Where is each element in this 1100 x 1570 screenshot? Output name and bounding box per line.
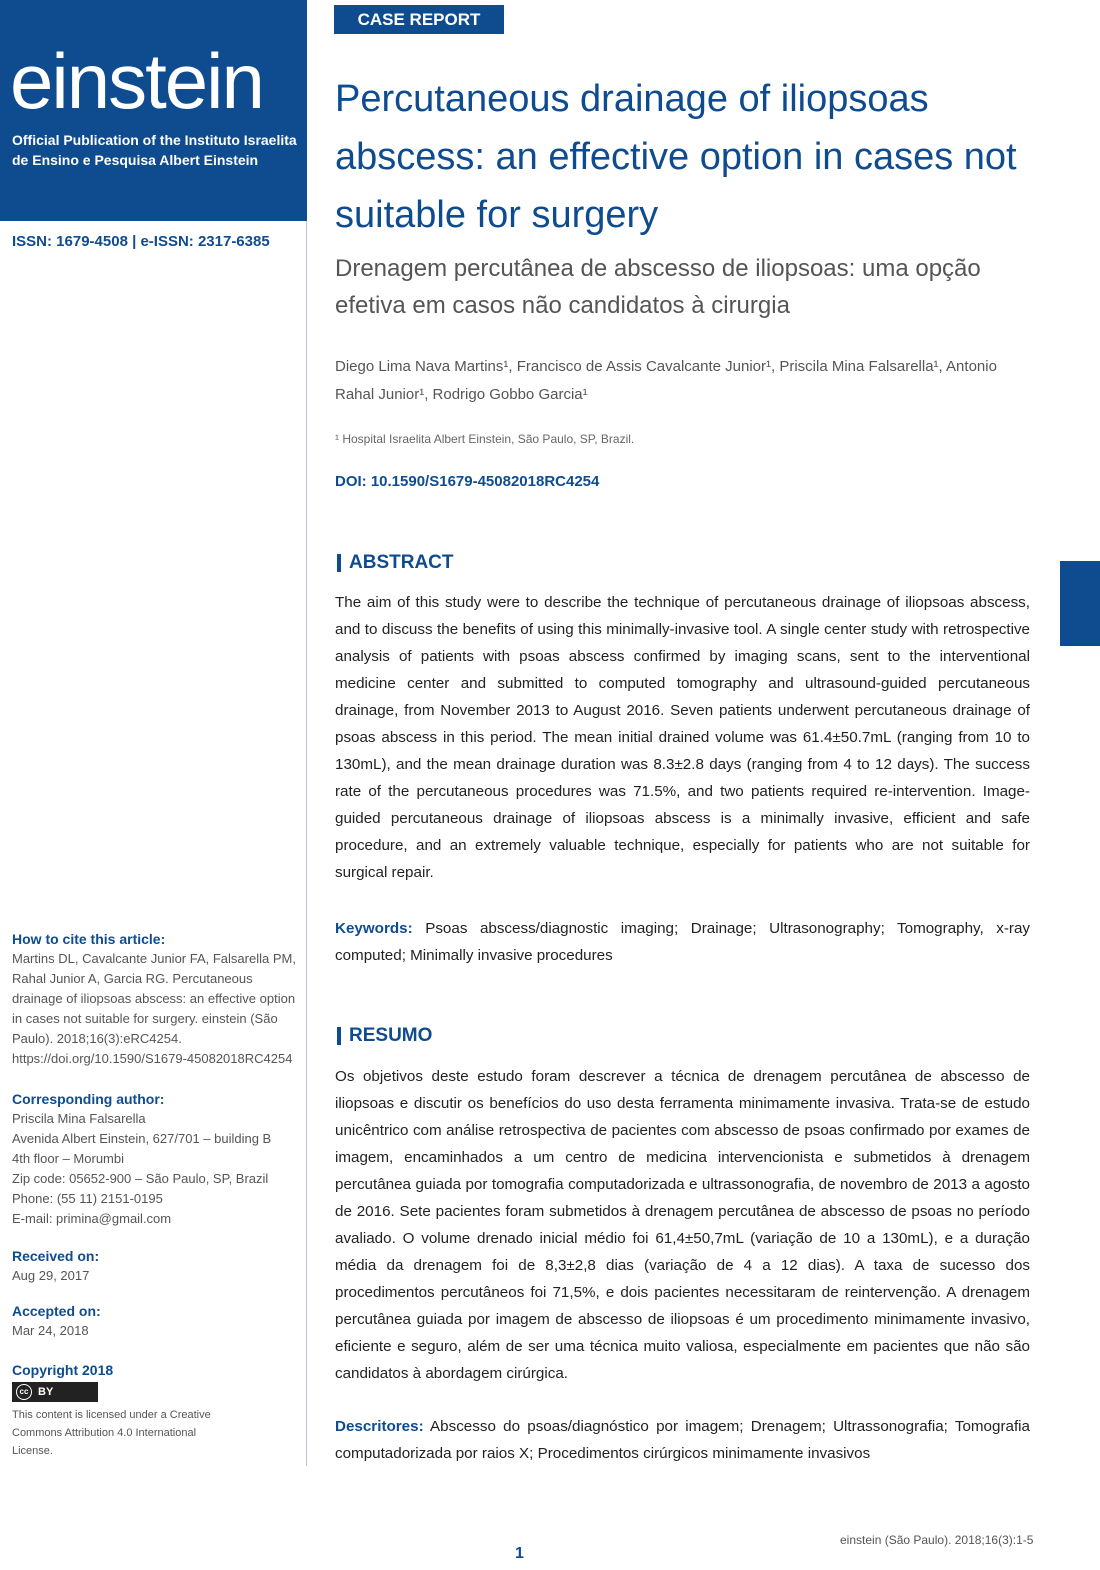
descritores-text: Abscesso do psoas/diagnóstico por imagem; Drenagem; Ultrassonografia; Tomografia computadorizada por raios X; Procedimentos cirúrgicos minimamente invasivos xyxy=(335,1418,1030,1462)
cc-by-label: BY xyxy=(38,1386,54,1398)
journal-brand-box xyxy=(0,0,307,221)
article-subtitle: Drenagem percutânea de abscesso de iliopsoas: uma opção efetiva em casos não candidatos à cirurgia xyxy=(335,255,981,319)
corresponding-email[interactable]: E-mail: primina@gmail.com xyxy=(12,1211,172,1226)
accepted-block xyxy=(12,1303,297,1341)
doi-link[interactable]: DOI: 10.1590/S1679-45082018RC4254 xyxy=(335,473,600,490)
section-marker xyxy=(337,554,341,572)
abstract-heading xyxy=(337,552,454,574)
citation-text: Martins DL, Cavalcante Junior FA, Falsarella PM, Rahal Junior A, Garcia RG. Percutaneous drainage of iliopsoas abscess: an effective option in cases not suitable for surgery. einstein (São Paulo). 2018;16(3):eRC4254. https://doi.org/10.1590/S1679-45082018RC4254 xyxy=(12,951,296,1066)
accepted-heading: Accepted on: xyxy=(12,1303,101,1319)
corresponding-line: Phone: (55 11) 2151-0195 xyxy=(12,1191,163,1206)
descritores-label: Descritores: xyxy=(335,1418,424,1435)
keywords-label: Keywords: xyxy=(335,920,413,937)
abstract-text: The aim of this study were to describe the technique of percutaneous drainage of iliopsoas abscess, and to discuss the benefits of using this minimally-invasive tool. A single center study with retrospective analysis of patients with psoas abscess confirmed by imaging scans, sent to the interventional medicine center and submitted to computed tomography and ultrasound-guided percutaneous drainage, from November 2013 to August 2016. Seven patients underwent percutaneous drainage of psoas abscess in this period. The mean initial drained volume was 61.4±50.7mL (ranging from 10 to 130mL), and the mean drainage duration was 8.3±2.8 days (ranging from 4 to 12 days). The success rate of the percutaneous procedures was 71.5%, and two patients required re-intervention. Image-guided percutaneous drainage of iliopsoas abscess is a minimally invasive, efficient and safe procedure, and an extremely valuable technique, especially for patients who are not suitable for surgical repair. xyxy=(335,594,1030,881)
keywords-text: Psoas abscess/diagnostic imaging; Drainage; Ultrasonography; Tomography, x-ray computed; Minimally invasive procedures xyxy=(335,920,1030,964)
footer-citation: einstein (São Paulo). 2018;16(3):1-5 xyxy=(840,1533,1034,1547)
abstract-keywords xyxy=(335,915,1030,969)
accepted-date: Mar 24, 2018 xyxy=(12,1323,89,1338)
received-heading: Received on: xyxy=(12,1248,100,1264)
section-marker xyxy=(337,1027,341,1045)
resumo-keywords xyxy=(335,1413,1030,1467)
article-type-tag: CASE REPORT xyxy=(334,5,504,34)
journal-subtitle: Official Publication of the Instituto Israelita de Ensino e Pesquisa Albert Einstein xyxy=(12,132,297,168)
column-divider xyxy=(306,221,307,1466)
issn: ISSN: 1679-4508 | e-ISSN: 2317-6385 xyxy=(12,233,270,250)
article-title: Percutaneous drainage of iliopsoas abscess: an effective option in cases not suitable for surgery xyxy=(335,78,1017,236)
abstract-heading-label: ABSTRACT xyxy=(349,552,454,573)
corresponding-line: Zip code: 05652-900 – São Paulo, SP, Brazil xyxy=(12,1171,269,1186)
license-text: This content is licensed under a Creative Commons Attribution 4.0 International License. xyxy=(12,1409,211,1457)
corresponding-line: Avenida Albert Einstein, 627/701 – building B xyxy=(12,1131,272,1146)
corresponding-author-block xyxy=(12,1091,297,1229)
resumo-heading xyxy=(337,1025,432,1047)
journal-logo: einstein xyxy=(10,37,263,125)
received-block xyxy=(12,1248,297,1286)
copyright-heading: Copyright 2018 xyxy=(12,1362,114,1378)
author-list: Diego Lima Nava Martins¹, Francisco de Assis Cavalcante Junior¹, Priscila Mina Falsarella¹, Antonio Rahal Junior¹, Rodrigo Gobbo Garcia¹ xyxy=(335,358,997,403)
received-date: Aug 29, 2017 xyxy=(12,1268,90,1283)
resumo-heading-label: RESUMO xyxy=(349,1025,433,1046)
resumo-text: Os objetivos deste estudo foram descrever a técnica de drenagem percutânea de abscesso de iliopsoas e discutir os benefícios do uso desta ferramenta minimamente invasiva. Trata-se de estudo unicêntrico com análise retrospectiva de pacientes com abscesso de psoas confirmado por exames de imagem, encaminhados a um centro de medicina intervencionista e submetidos à drenagem percutânea guiada por tomografia computadorizada e ultrassonografia, de novembro de 2013 a agosto de 2016. Sete pacientes foram submetidos à drenagem percutânea de abscesso de psoas no período avaliado. O volume drenado inicial médio foi 61,4±50,7mL (variação de 10 a 130mL), e a duração média da drenagem foi de 8,3±2,8 dias (variação de 4 a 12 dias). A taxa de sucesso dos procedimentos percutâneos foi 71,5%, e dois pacientes necessitaram de reintervenção. A drenagem percutânea guiada por imagem de abscesso de iliopsoas é um procedimento minimamente invasivo, eficiente e seguro, além de ser uma técnica muito valiosa, especialmente em pacientes que não são candidatos à abordagem cirúrgica. xyxy=(335,1068,1030,1382)
affiliation: ¹ Hospital Israelita Albert Einstein, São Paulo, SP, Brazil. xyxy=(335,432,635,446)
creative-commons-icon: cc xyxy=(16,1384,32,1400)
copyright-block xyxy=(12,1362,297,1460)
section-edge-tab xyxy=(1060,561,1100,646)
cc-license-badge[interactable] xyxy=(12,1382,98,1402)
citation-heading: How to cite this article: xyxy=(12,931,166,947)
page-number: 1 xyxy=(515,1545,524,1562)
corresponding-heading: Corresponding author: xyxy=(12,1091,165,1107)
corresponding-line: 4th floor – Morumbi xyxy=(12,1151,124,1166)
corresponding-line: Priscila Mina Falsarella xyxy=(12,1111,146,1126)
citation-block xyxy=(12,931,297,1069)
